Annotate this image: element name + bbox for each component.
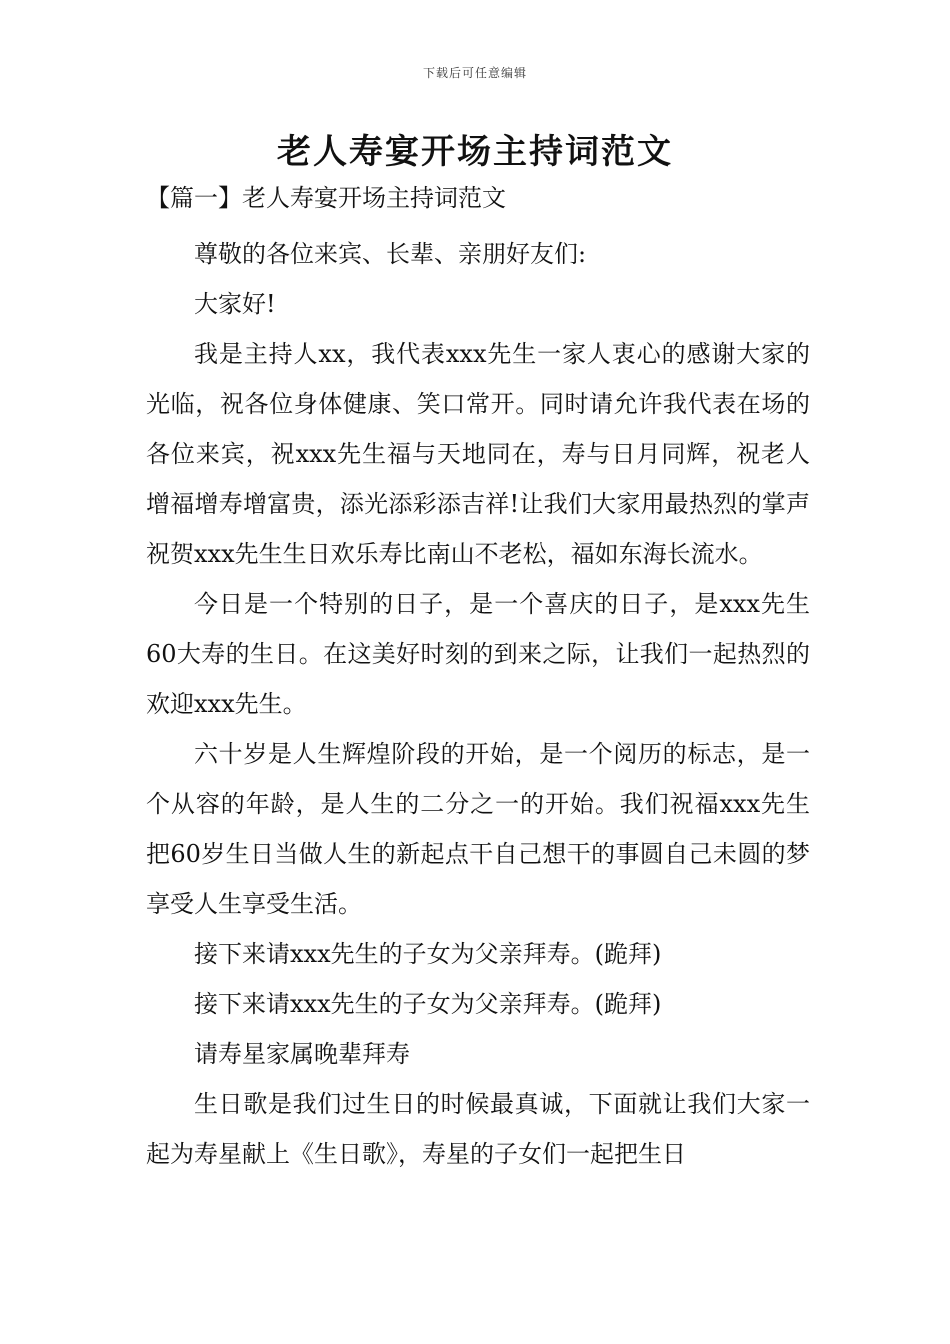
paragraph-hello: 大家好!	[194, 290, 276, 318]
paragraph-special-day: 今日是一个特别的日子，是一个喜庆的日子，是xxx先生60大寿的生日。在这美好时刻的到来之际，让我们一起热烈的欢迎xxx先生。	[146, 590, 810, 718]
document-title: 老人寿宴开场主持词范文	[277, 132, 673, 172]
paragraph-host-intro: 我是主持人xx，我代表xxx先生一家人衷心的感谢大家的光临，祝各位身体健康、笑口常开。同时请允许我代表在场的各位来宾，祝xxx先生福与天地同在，寿与日月同辉，祝老人增福增寿增富贵，添光添彩添吉祥!让我们大家用最热烈的掌声祝贺xxx先生生日欢乐寿比南山不老松，福如东海长流水。	[146, 340, 810, 568]
paragraph-greeting: 尊敬的各位来宾、长辈、亲朋好友们:	[194, 240, 587, 268]
paragraph-children-bow-repeat: 接下来请xxx先生的子女为父亲拜寿。(跪拜)	[194, 990, 662, 1018]
paragraph-children-bow: 接下来请xxx先生的子女为父亲拜寿。(跪拜)	[194, 940, 662, 968]
paragraph-sixty-years: 六十岁是人生辉煌阶段的开始，是一个阅历的标志，是一个从容的年龄，是人生的二分之一的开始。我们祝福xxx先生把60岁生日当做人生的新起点干自己想干的事圆自己未圆的梦享受人生享受生活。	[146, 740, 810, 918]
section-heading: 【篇一】老人寿宴开场主持词范文	[146, 184, 506, 212]
paragraph-birthday-song: 生日歌是我们过生日的时候最真诚，下面就让我们大家一起为寿星献上《生日歌》，寿星的子女们一起把生日	[146, 1090, 810, 1168]
page-header-note: 下载后可任意编辑	[422, 66, 527, 80]
paragraph-family-bow: 请寿星家属晚辈拜寿	[194, 1040, 410, 1068]
document-body	[146, 229, 810, 1179]
